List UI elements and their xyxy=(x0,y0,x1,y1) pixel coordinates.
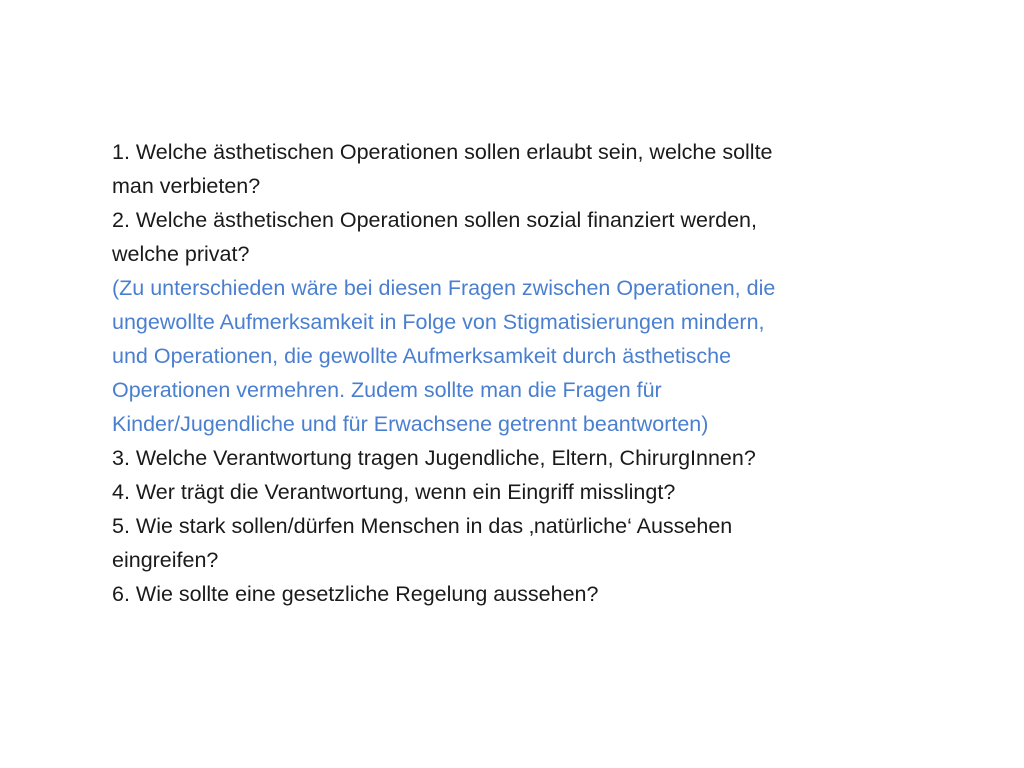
question-2 xyxy=(112,203,924,271)
text-line: 5. Wie stark sollen/dürfen Menschen in das ‚natürliche‘ Aussehen xyxy=(112,514,733,538)
text-line: 4. Wer trägt die Verantwortung, wenn ein Eingriff misslingt? xyxy=(112,480,676,504)
question-4 xyxy=(112,475,924,509)
question-6 xyxy=(112,577,924,611)
text-line: welche privat? xyxy=(112,242,250,266)
note-line: (Zu unterschieden wäre bei diesen Fragen zwischen Operationen, die xyxy=(112,276,776,300)
parenthetical-note xyxy=(112,271,924,441)
note-line: Operationen vermehren. Zudem sollte man die Fragen für xyxy=(112,378,662,402)
text-line: 1. Welche ästhetischen Operationen sollen erlaubt sein, welche sollte xyxy=(112,140,773,164)
text-line: 6. Wie sollte eine gesetzliche Regelung aussehen? xyxy=(112,582,599,606)
text-line: man verbieten? xyxy=(112,174,261,198)
text-line: eingreifen? xyxy=(112,548,219,572)
question-3 xyxy=(112,441,924,475)
note-line: Kinder/Jugendliche und für Erwachsene getrennt beantworten) xyxy=(112,412,709,436)
question-1 xyxy=(112,135,924,203)
text-line: 2. Welche ästhetischen Operationen sollen sozial finanziert werden, xyxy=(112,208,757,232)
slide-body-text xyxy=(112,135,924,611)
question-5 xyxy=(112,509,924,577)
note-line: ungewollte Aufmerksamkeit in Folge von Stigmatisierungen mindern, xyxy=(112,310,765,334)
note-line: und Operationen, die gewollte Aufmerksamkeit durch ästhetische xyxy=(112,344,732,368)
text-line: 3. Welche Verantwortung tragen Jugendliche, Eltern, ChirurgInnen? xyxy=(112,446,756,470)
